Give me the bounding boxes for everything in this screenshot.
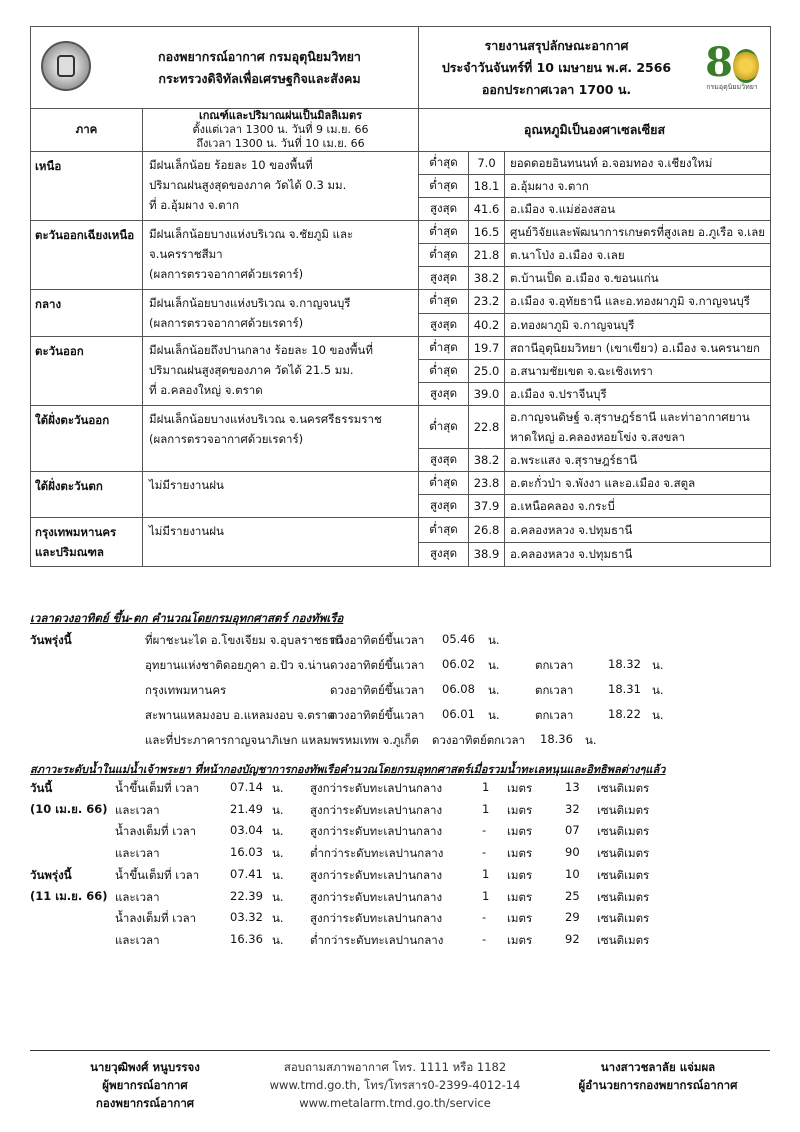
- tide-time-unit: น.: [272, 824, 284, 838]
- temp-label: ต่ำสุด: [419, 244, 469, 267]
- tide-time: 16.36: [230, 931, 263, 946]
- rain-description: [143, 152, 419, 221]
- tide-meter-unit: เมตร: [507, 868, 533, 882]
- sunrise-label: ดวงอาทิตย์ขึ้นเวลา: [330, 658, 425, 672]
- temp-location: อ.สนามชัยเขต จ.ฉะเชิงเทรา: [505, 360, 771, 383]
- col-rain-header: [143, 109, 419, 152]
- sunset-time: 18.32: [608, 657, 641, 671]
- sunset-time: 18.36: [540, 732, 573, 746]
- rain-header-title: เกณฑ์และปริมาณฝนเป็นมิลลิเมตร: [198, 109, 363, 122]
- temp-location: สถานีอุตุนิยมวิทยา (เขาเขียว) อ.เมือง จ.นครนายก: [505, 337, 771, 360]
- contact-service-link[interactable]: www.metalarm.tmd.go.th/service: [299, 1096, 491, 1110]
- tide-centimeters: 07: [565, 823, 580, 837]
- sunrise-unit: น.: [488, 633, 500, 647]
- sun-place: ที่ผาชะนะได อ.โขงเจียม จ.อุบลราชธานี: [145, 633, 343, 647]
- tide-meter-unit: เมตร: [507, 781, 533, 795]
- tide-meters: 1: [482, 867, 490, 881]
- tide-cm-unit: เซนติเมตร: [597, 932, 650, 947]
- temp-row: [31, 472, 771, 495]
- sun-title: เวลาดวงอาทิตย์ ขึ้น-ตก คำนวณโดยกรมอุทกศาสตร์ กองทัพเรือ: [30, 611, 344, 625]
- rain-line: (ผลการตรวจอากาศด้วยเรดาร์): [149, 316, 304, 330]
- col-temp-header: อุณหภูมิเป็นองศาเซลเซียส: [419, 109, 771, 152]
- temp-value: 18.1: [469, 175, 505, 198]
- report-issue-time: ออกประกาศเวลา 1700 น.: [481, 81, 632, 97]
- forecaster-name: นายวุฒิพงศ์ หนูบรรจง: [90, 1060, 200, 1074]
- region-name: กรุงเทพมหานคร และปริมณฑล: [31, 518, 143, 567]
- temp-value: 37.9: [469, 495, 505, 518]
- sunrise-time: 06.01: [442, 707, 475, 721]
- tide-cm-unit: เซนติเมตร: [597, 889, 650, 904]
- sunrise-time: 06.08: [442, 682, 475, 696]
- tide-relation: สูงกว่าระดับทะเลปานกลาง: [310, 802, 443, 817]
- temp-label: สูงสุด: [419, 449, 469, 472]
- rain-line: ไม่มีรายงานฝน: [149, 524, 224, 538]
- ministry-seal-icon: [41, 41, 91, 91]
- temp-row: [31, 152, 771, 175]
- tide-time-unit: น.: [272, 868, 284, 882]
- rain-line: ที่ อ.อุ้มผาง จ.ตาก: [149, 198, 240, 212]
- temp-label: สูงสุด: [419, 313, 469, 337]
- temp-location: อ.กาญจนดิษฐ์ จ.สุราษฎร์ธานี และท่าอากาศยาน หาดใหญ่ อ.คลองหอยโข่ง จ.สงขลา: [505, 406, 771, 449]
- temp-value: 23.8: [469, 472, 505, 495]
- sun-place: กรุงเทพมหานคร: [145, 683, 227, 697]
- forecaster-dept: กองพยากรณ์อากาศ: [95, 1096, 195, 1110]
- logo-caption: กรมอุตุนิยมวิทยา: [706, 83, 758, 91]
- tide-cm-unit: เซนติเมตร: [597, 802, 650, 817]
- tide-time-unit: น.: [272, 802, 284, 817]
- temp-location: ยอดดอยอินทนนท์ อ.จอมทอง จ.เชียงใหม่: [505, 152, 771, 175]
- report-page: [30, 26, 770, 567]
- sun-day-label: วันพรุ่งนี้: [30, 633, 72, 647]
- sunset-unit: น.: [652, 708, 664, 722]
- temp-value: 25.0: [469, 360, 505, 383]
- rain-line: ปริมาณฝนสูงสุดของภาค วัดได้ 21.5 มม.: [149, 363, 354, 377]
- temp-label: ต่ำสุด: [419, 175, 469, 198]
- temp-label: ต่ำสุด: [419, 337, 469, 360]
- temp-location: ต.นาโป่ง อ.เมือง จ.เลย: [505, 244, 771, 267]
- temp-label: สูงสุด: [419, 267, 469, 290]
- col-region-header: ภาค: [31, 109, 143, 152]
- tide-meter-unit: เมตร: [507, 889, 533, 904]
- region-name: ใต้ฝั่งตะวันตก: [31, 472, 143, 518]
- tide-label: และเวลา: [115, 802, 160, 817]
- temp-value: 26.8: [469, 518, 505, 543]
- temp-label: ต่ำสุด: [419, 518, 469, 543]
- temp-location: อ.พระแสง จ.สุราษฎร์ธานี: [505, 449, 771, 472]
- sunrise-time: 06.02: [442, 657, 475, 671]
- sunset-unit: น.: [585, 733, 597, 747]
- sunrise-time: 05.46: [442, 632, 475, 646]
- director-name: นางสาวชลาลัย แจ่มผล: [600, 1060, 716, 1074]
- tide-relation: สูงกว่าระดับทะเลปานกลาง: [310, 824, 443, 838]
- footer-left: [60, 1058, 230, 1112]
- rain-description: [143, 518, 419, 567]
- tide-time-unit: น.: [272, 845, 284, 860]
- rain-line: ไม่มีรายงานฝน: [149, 478, 224, 492]
- tide-time: 07.41: [230, 867, 263, 881]
- temp-value: 38.2: [469, 267, 505, 290]
- tide-meters: 1: [482, 888, 490, 903]
- director-title: ผู้อำนวยการกองพยากรณ์อากาศ: [578, 1078, 738, 1092]
- report-date: ประจำวันจันทร์ที่ 10 เมษายน พ.ศ. 2566: [441, 59, 672, 75]
- temp-value: 39.0: [469, 383, 505, 406]
- rain-line: มีฝนเล็กน้อยบางแห่งบริเวณ จ.นครศรีธรรมราช: [149, 412, 382, 426]
- tide-cm-unit: เซนติเมตร: [597, 868, 650, 882]
- tide-meters: -: [482, 931, 487, 946]
- sunset-time: 18.31: [608, 682, 641, 696]
- sunset-unit: น.: [652, 658, 664, 672]
- sunset-label: ตกเวลา: [535, 683, 574, 697]
- temp-value: 38.9: [469, 542, 505, 567]
- temp-location: อ.เมือง จ.แม่ฮ่องสอน: [505, 198, 771, 221]
- tide-relation: ต่ำกว่าระดับทะเลปานกลาง: [310, 932, 444, 947]
- region-name: ตะวันออกเฉียงเหนือ: [31, 221, 143, 290]
- region-name: ใต้ฝั่งตะวันออก: [31, 406, 143, 472]
- sunrise-label: ดวงอาทิตย์ขึ้นเวลา: [330, 633, 425, 647]
- tide-label: และเวลา: [115, 845, 160, 860]
- rain-description: [143, 221, 419, 290]
- rain-line: มีฝนเล็กน้อย ร้อยละ 10 ของพื้นที่: [149, 158, 313, 172]
- tide-time: 07.14: [230, 780, 263, 794]
- sun-place: อุทยานแห่งชาติดอยภูคา อ.ปัว จ.น่าน: [145, 658, 330, 672]
- forecaster-title: ผู้พยากรณ์อากาศ: [102, 1078, 188, 1092]
- tide-meters: -: [482, 823, 487, 837]
- sunrise-unit: น.: [488, 658, 500, 672]
- tide-time: 03.04: [230, 823, 263, 837]
- temp-location: อ.คลองหลวง จ.ปทุมธานี: [505, 542, 771, 567]
- footer-divider: [30, 1050, 770, 1051]
- tide-day-label: วันพรุ่งนี้: [30, 868, 72, 882]
- temp-row: [31, 290, 771, 314]
- temp-label: สูงสุด: [419, 198, 469, 221]
- temp-location: อ.ตะกั่วป่า จ.พังงา และอ.เมือง จ.สตูล: [505, 472, 771, 495]
- rain-line: ปริมาณฝนสูงสุดของภาค วัดได้ 0.3 มม.: [149, 178, 347, 192]
- tide-meter-unit: เมตร: [507, 845, 533, 860]
- temp-row: [31, 221, 771, 244]
- tide-relation: สูงกว่าระดับทะเลปานกลาง: [310, 911, 443, 925]
- tide-time-unit: น.: [272, 932, 284, 947]
- temp-value: 38.2: [469, 449, 505, 472]
- rain-line: มีฝนเล็กน้อยบางแห่งบริเวณ จ.กาญจนบุรี: [149, 296, 351, 310]
- temp-row: [31, 406, 771, 449]
- tide-label: น้ำขึ้นเต็มที่ เวลา: [115, 868, 200, 882]
- sunset-time: 18.22: [608, 707, 641, 721]
- rain-description: [143, 290, 419, 337]
- sunrise-label: ดวงอาทิตย์ขึ้นเวลา: [330, 708, 425, 722]
- tide-relation: สูงกว่าระดับทะเลปานกลาง: [310, 889, 443, 904]
- tide-meter-unit: เมตร: [507, 802, 533, 817]
- tide-meter-unit: เมตร: [507, 932, 533, 947]
- tide-title: สภาวะระดับน้ำในแม่น้ำเจ้าพระยา ที่หน้ากองบัญชาการกองทัพเรือคำนวณโดยกรมอุทกศาสตร์เมื่อรวมน้ำทะเลหนุนและอิทธิพลต่างๆแล้ว: [30, 763, 666, 776]
- rain-description: [143, 337, 419, 406]
- tide-centimeters: 10: [565, 867, 580, 881]
- region-name: ตะวันออก: [31, 337, 143, 406]
- region-name: เหนือ: [31, 152, 143, 221]
- tide-meters: -: [482, 910, 487, 924]
- rain-line: (ผลการตรวจอากาศด้วยเรดาร์): [149, 432, 304, 446]
- temp-value: 19.7: [469, 337, 505, 360]
- temp-value: 7.0: [469, 152, 505, 175]
- tide-time-unit: น.: [272, 889, 284, 904]
- sun-place: และที่ประภาคารกาญจนาภิเษก แหลมพรหมเทพ จ.ภูเก็ต: [145, 733, 419, 747]
- org-line-1: กองพยากรณ์อากาศ กรมอุตุนิยมวิทยา: [158, 48, 361, 64]
- tide-label: และเวลา: [115, 889, 160, 904]
- sun-place: สะพานแหลมงอบ อ.แหลมงอบ จ.ตราด: [145, 708, 335, 722]
- tide-time: 22.39: [230, 888, 263, 903]
- report-title: รายงานสรุปลักษณะอากาศ: [484, 37, 629, 53]
- sunrise-label: ดวงอาทิตย์ขึ้นเวลา: [330, 683, 425, 697]
- temp-row: [31, 337, 771, 360]
- header-left-cell: [31, 27, 419, 109]
- temp-value: 16.5: [469, 221, 505, 244]
- tmd-80-logo-icon: 8 กรมอุตุนิยมวิทยา: [694, 43, 770, 92]
- rain-description: [143, 472, 419, 518]
- rain-line: มีฝนเล็กน้อยถึงปานกลาง ร้อยละ 10 ของพื้นที่: [149, 343, 373, 357]
- temp-value: 23.2: [469, 290, 505, 314]
- tide-centimeters: 90: [565, 844, 580, 859]
- tide-cm-unit: เซนติเมตร: [597, 845, 650, 860]
- sunset-unit: น.: [652, 683, 664, 697]
- temp-label: ต่ำสุด: [419, 406, 469, 449]
- sunset-label: ตกเวลา: [535, 708, 574, 722]
- temp-value: 41.6: [469, 198, 505, 221]
- tide-label: น้ำลงเต็มที่ เวลา: [115, 824, 197, 838]
- tide-label: และเวลา: [115, 932, 160, 947]
- region-name: กลาง: [31, 290, 143, 337]
- temp-row: [31, 518, 771, 543]
- tide-time: 03.32: [230, 910, 263, 924]
- tide-centimeters: 13: [565, 780, 580, 794]
- sunset-label: ดวงอาทิตย์ตกเวลา: [432, 733, 526, 747]
- tide-time: 16.03: [230, 844, 263, 859]
- temp-location: อ.เหนือคลอง จ.กระบี่: [505, 495, 771, 518]
- tide-relation: สูงกว่าระดับทะเลปานกลาง: [310, 781, 443, 795]
- tide-label: น้ำขึ้นเต็มที่ เวลา: [115, 781, 200, 795]
- tide-centimeters: 25: [565, 888, 580, 903]
- tide-date-label: (11 เม.ย. 66): [30, 889, 108, 903]
- report-table: [30, 26, 771, 567]
- tide-time-unit: น.: [272, 781, 284, 795]
- rain-header-from: ตั้งแต่เวลา 1300 น. วันที่ 9 เม.ย. 66: [192, 123, 369, 136]
- tide-cm-unit: เซนติเมตร: [597, 911, 650, 925]
- rain-line: ที่ อ.คลองใหญ่ จ.ตราด: [149, 383, 263, 397]
- contact-phone: สอบถามสภาพอากาศ โทร. 1111 หรือ 1182: [283, 1060, 507, 1074]
- tide-day-label: วันนี้: [30, 781, 53, 795]
- rain-header-to: ถึงเวลา 1300 น. วันที่ 10 เม.ย. 66: [196, 137, 365, 150]
- tide-label: น้ำลงเต็มที่ เวลา: [115, 911, 197, 925]
- temp-label: ต่ำสุด: [419, 152, 469, 175]
- temp-label: ต่ำสุด: [419, 221, 469, 244]
- tide-cm-unit: เซนติเมตร: [597, 781, 650, 795]
- tide-time: 21.49: [230, 801, 263, 816]
- tide-centimeters: 32: [565, 801, 580, 816]
- temp-location: อ.คลองหลวง จ.ปทุมธานี: [505, 518, 771, 543]
- tide-relation: สูงกว่าระดับทะเลปานกลาง: [310, 868, 443, 882]
- footer-contact: [250, 1058, 540, 1112]
- tide-date-label: (10 เม.ย. 66): [30, 802, 108, 816]
- tide-relation: ต่ำกว่าระดับทะเลปานกลาง: [310, 845, 444, 860]
- temp-label: สูงสุด: [419, 495, 469, 518]
- temp-location: อ.เมือง จ.อุทัยธานี และอ.ทองผาภูมิ จ.กาญจนบุรี: [505, 290, 771, 314]
- temp-location: ต.บ้านเป็ด อ.เมือง จ.ขอนแก่น: [505, 267, 771, 290]
- org-line-2: กระทรวงดิจิทัลเพื่อเศรษฐกิจและสังคม: [158, 70, 361, 86]
- tide-meters: 1: [482, 801, 490, 816]
- sunrise-unit: น.: [488, 683, 500, 697]
- temp-value: 21.8: [469, 244, 505, 267]
- temp-value: 40.2: [469, 313, 505, 337]
- rain-line: (ผลการตรวจอากาศด้วยเรดาร์): [149, 267, 304, 281]
- temp-location: อ.อุ้มผาง จ.ตาก: [505, 175, 771, 198]
- temp-label: ต่ำสุด: [419, 360, 469, 383]
- temp-label: ต่ำสุด: [419, 472, 469, 495]
- rain-description: [143, 406, 419, 472]
- temp-label: สูงสุด: [419, 383, 469, 406]
- temp-location: อ.ทองผาภูมิ จ.กาญจนบุรี: [505, 313, 771, 337]
- temp-location: ศูนย์วิจัยและพัฒนาการเกษตรที่สูงเลย อ.ภูเรือ จ.เลย: [505, 221, 771, 244]
- temp-location: อ.เมือง จ.ปราจีนบุรี: [505, 383, 771, 406]
- tide-centimeters: 29: [565, 910, 580, 924]
- tide-centimeters: 92: [565, 931, 580, 946]
- contact-website[interactable]: www.tmd.go.th, โทร/โทรสาร0-2399-4012-14: [269, 1078, 521, 1092]
- temp-label: สูงสุด: [419, 542, 469, 567]
- header-right-cell: [419, 27, 771, 109]
- sunrise-unit: น.: [488, 708, 500, 722]
- temp-label: ต่ำสุด: [419, 290, 469, 314]
- tide-meters: 1: [482, 780, 490, 794]
- sunset-label: ตกเวลา: [535, 658, 574, 672]
- rain-line: มีฝนเล็กน้อยบางแห่งบริเวณ จ.ชัยภูมิ และ จ.นครราชสีมา: [149, 227, 354, 261]
- tide-cm-unit: เซนติเมตร: [597, 824, 650, 838]
- temp-value: 22.8: [469, 406, 505, 449]
- tide-meter-unit: เมตร: [507, 824, 533, 838]
- tide-meter-unit: เมตร: [507, 911, 533, 925]
- tide-time-unit: น.: [272, 911, 284, 925]
- footer-right: [548, 1058, 768, 1094]
- tide-meters: -: [482, 844, 487, 859]
